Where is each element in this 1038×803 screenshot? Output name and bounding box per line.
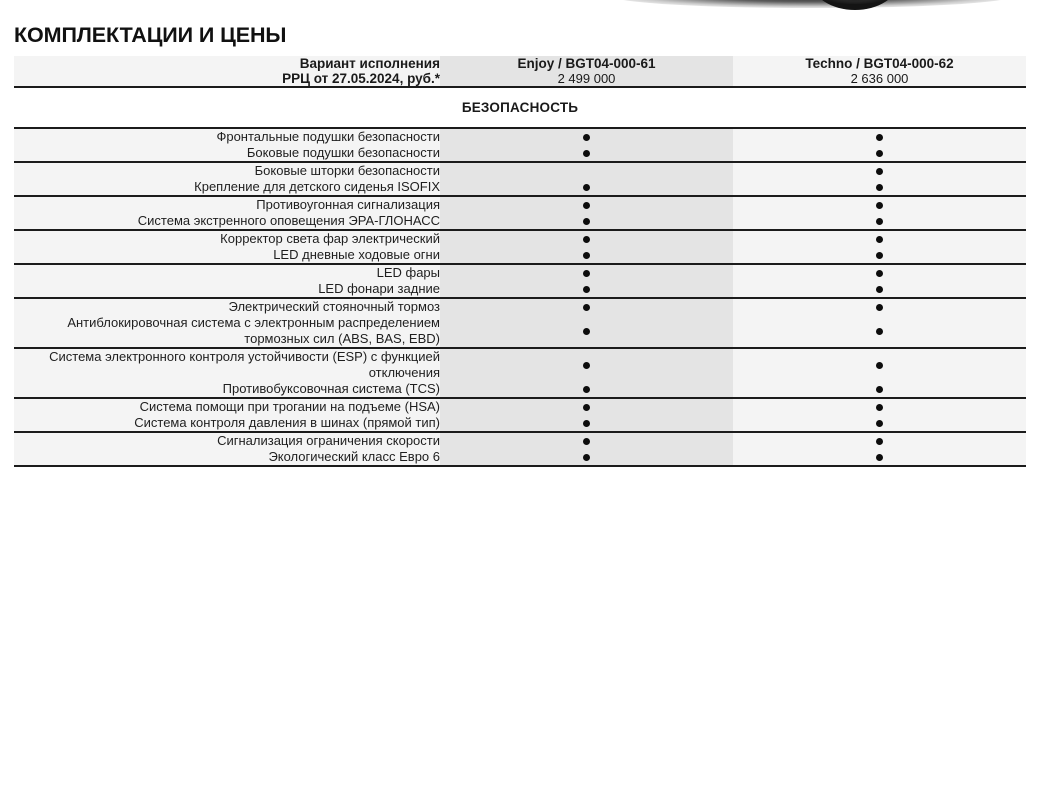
table-row [14,298,1026,315]
availability-dot-icon [876,252,883,259]
trim-column-header-techno: Techno / BGT04-000-62 [733,56,1026,71]
availability-dot-icon [583,304,590,311]
table-row [14,348,1026,381]
mark-cell-techno [733,264,1026,281]
mark-cell-techno [733,230,1026,247]
feature-label: Система экстренного оповещения ЭРА-ГЛОНАСС [14,213,440,230]
mark-cell-techno [733,247,1026,264]
availability-dot-icon [876,270,883,277]
feature-label: Корректор света фар электрический [14,230,440,247]
mark-cell-techno [733,315,1026,348]
table-header-row [14,56,1026,71]
mark-cell-enjoy [440,432,733,449]
mark-cell-techno [733,381,1026,398]
availability-dot-icon [876,362,883,369]
mark-cell-enjoy [440,247,733,264]
mark-cell-enjoy [440,398,733,415]
page-title: КОМПЛЕКТАЦИИ И ЦЕНЫ [14,23,287,47]
table-row [14,432,1026,449]
availability-dot-icon [876,184,883,191]
availability-dot-icon [583,270,590,277]
feature-label: LED фонари задние [14,281,440,298]
mark-cell-techno [733,348,1026,381]
mark-cell-techno [733,449,1026,466]
price-techno: 2 636 000 [733,71,1026,87]
table-row [14,381,1026,398]
mark-cell-enjoy [440,449,733,466]
availability-dot-icon [583,328,590,335]
availability-dot-icon [876,218,883,225]
table-row [14,398,1026,415]
table-row [14,128,1026,145]
mark-cell-enjoy [440,298,733,315]
price-row-label: РРЦ от 27.05.2024, руб.* [14,71,440,87]
table-row [14,415,1026,432]
mark-cell-techno [733,398,1026,415]
feature-label: Боковые шторки безопасности [14,162,440,179]
price-row [14,71,1026,87]
availability-dot-icon [583,184,590,191]
availability-dot-icon [876,404,883,411]
mark-cell-enjoy [440,196,733,213]
availability-dot-icon [583,454,590,461]
mark-cell-enjoy [440,315,733,348]
mark-cell-techno [733,432,1026,449]
trim-column-header-enjoy: Enjoy / BGT04-000-61 [440,56,733,71]
availability-dot-icon [583,362,590,369]
price-enjoy: 2 499 000 [440,71,733,87]
table-row [14,145,1026,162]
table-body [14,56,1026,466]
availability-dot-icon [876,150,883,157]
mark-cell-enjoy [440,348,733,381]
availability-dot-icon [583,252,590,259]
availability-dot-icon [583,404,590,411]
availability-dot-icon [876,236,883,243]
mark-cell-techno [733,196,1026,213]
mark-cell-techno [733,128,1026,145]
feature-label: Система помощи при трогании на подъеме (HSA) [14,398,440,415]
table-row [14,247,1026,264]
mark-cell-techno [733,415,1026,432]
feature-label: Антиблокировочная система с электронным распределением тормозных сил (ABS, BAS, EBD) [14,315,440,348]
mark-cell-techno [733,162,1026,179]
table-row [14,281,1026,298]
mark-cell-enjoy [440,264,733,281]
mark-cell-enjoy [440,381,733,398]
availability-dot-icon [583,218,590,225]
availability-dot-icon [876,168,883,175]
availability-dot-icon [583,386,590,393]
availability-dot-icon [876,134,883,141]
availability-dot-icon [876,328,883,335]
mark-cell-enjoy [440,162,733,179]
feature-label: Фронтальные подушки безопасности [14,128,440,145]
feature-label: Система электронного контроля устойчивости (ESP) с функцией отключения [14,348,440,381]
availability-dot-icon [583,150,590,157]
availability-dot-icon [583,236,590,243]
mark-cell-enjoy [440,213,733,230]
section-header-row-safety [14,87,1026,128]
availability-dot-icon [583,168,590,175]
table-row [14,315,1026,348]
table-row [14,449,1026,466]
section-title-safety: БЕЗОПАСНОСТЬ [14,87,1026,128]
table-row [14,213,1026,230]
mark-cell-enjoy [440,145,733,162]
mark-cell-techno [733,281,1026,298]
table-row [14,162,1026,179]
feature-label: Электрический стояночный тормоз [14,298,440,315]
availability-dot-icon [876,438,883,445]
feature-label: Крепление для детского сиденья ISOFIX [14,179,440,196]
feature-label: LED дневные ходовые огни [14,247,440,264]
availability-dot-icon [583,134,590,141]
feature-column-header: Вариант исполнения [14,56,440,71]
availability-dot-icon [583,286,590,293]
mark-cell-enjoy [440,230,733,247]
specs-and-prices-table [14,56,1026,467]
mark-cell-techno [733,213,1026,230]
mark-cell-techno [733,145,1026,162]
mark-cell-enjoy [440,179,733,196]
table-row [14,179,1026,196]
availability-dot-icon [876,454,883,461]
availability-dot-icon [876,386,883,393]
feature-label: Противоугонная сигнализация [14,196,440,213]
availability-dot-icon [876,202,883,209]
mark-cell-techno [733,298,1026,315]
table-row [14,264,1026,281]
car-shadow [612,0,1012,8]
availability-dot-icon [876,420,883,427]
mark-cell-enjoy [440,128,733,145]
feature-label: Экологический класс Евро 6 [14,449,440,466]
feature-label: Боковые подушки безопасности [14,145,440,162]
feature-label: Сигнализация ограничения скорости [14,432,440,449]
table-row [14,230,1026,247]
table-row [14,196,1026,213]
availability-dot-icon [583,420,590,427]
mark-cell-enjoy [440,415,733,432]
mark-cell-techno [733,179,1026,196]
feature-label: Система контроля давления в шинах (прямой тип) [14,415,440,432]
availability-dot-icon [583,438,590,445]
availability-dot-icon [876,304,883,311]
availability-dot-icon [583,202,590,209]
mark-cell-enjoy [440,281,733,298]
availability-dot-icon [876,286,883,293]
feature-label: Противобуксовочная система (TCS) [14,381,440,398]
hero-car-photo [0,0,1038,22]
feature-label: LED фары [14,264,440,281]
